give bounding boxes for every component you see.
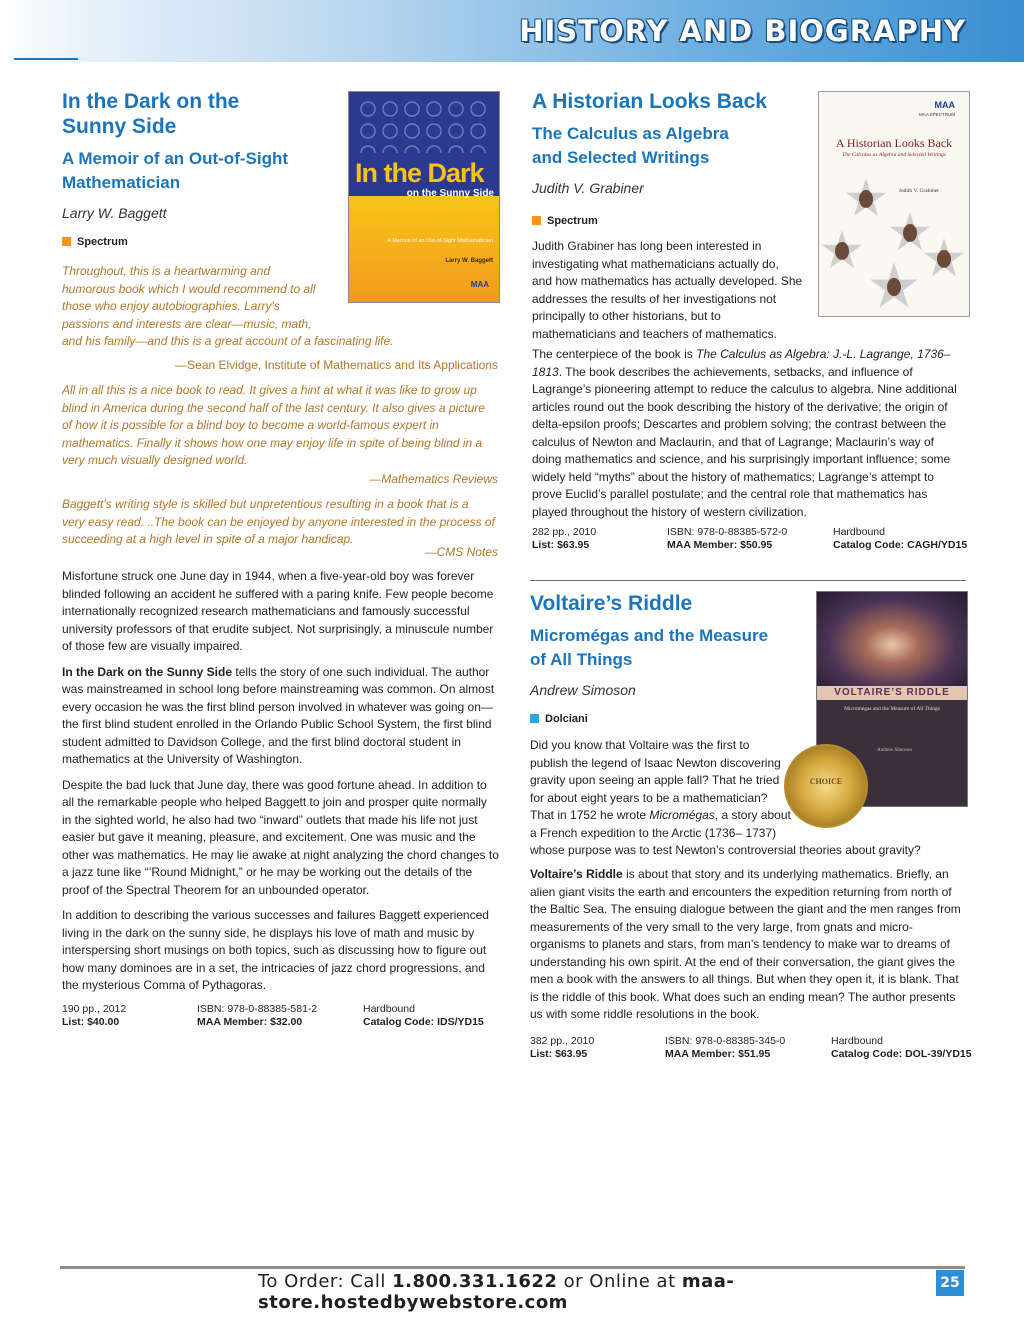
intro-line: for about eight years to be a mathematician?: [530, 790, 768, 805]
book-title-italic: The Calculus as Algebra: J.-L. Lagrange, 1736–1813: [532, 347, 951, 379]
quote-line: of how it is possible for a blind boy to become a world-famous expert in: [62, 418, 439, 432]
book1-pages-price: [62, 1003, 126, 1029]
book1-title-line1: In the Dark on the: [62, 90, 240, 113]
cover-artwork: [817, 592, 967, 688]
order-info: [258, 1271, 1024, 1313]
intro-text: That in 1752 he wrote: [530, 808, 650, 822]
portrait-star-icon: [869, 262, 919, 312]
intro-line: addresses the results of her investigations not: [532, 291, 777, 306]
book1-isbn-member: [197, 1003, 317, 1029]
book3-author: Andrew Simoson: [530, 682, 636, 698]
intro-line: [530, 807, 960, 825]
book2-isbn-member: [667, 526, 787, 552]
order-url-link[interactable]: maa-store.hostedbywebstore.com: [258, 1271, 735, 1313]
order-phone[interactable]: 1.800.331.1622: [392, 1271, 558, 1292]
book2-member-price: MAA Member: $50.95: [667, 539, 773, 551]
book1-quote-1-attribution: —Sean Elvidge, Institute of Mathematics and Its Applications: [175, 358, 498, 372]
paragraph-text: Misfortune struck one June day in 1944, when a five-year-old boy was forever blinded following an accident he suffered with a paring knife. Few people become internationally recognized research mathematicians and famously successful university professors of that erudite subject. Not surprisingly, a minuscule number of those few are visually impaired.: [62, 569, 494, 653]
book1-paragraph-1: [62, 568, 499, 656]
intro-text: , a story about: [714, 808, 791, 822]
book3-isbn: ISBN: 978-0-88385-345-0: [665, 1035, 786, 1047]
order-prefix: To Order: Call: [258, 1271, 393, 1292]
section-title: HISTORY AND BIOGRAPHY: [519, 14, 966, 48]
book3-description: [530, 866, 964, 1024]
paragraph-text: In addition to describing the various successes and failures Baggett experienced living in the dark on the sunny side, he displays his love of math and music by interspersing short musings on both topics, such as discussing how to figure out how many dominoes are in a set, the intricacies of jazz chord progressions, and the mysterious Comma of Pythagoras.: [62, 908, 489, 992]
book-title-bold: Voltaire’s Riddle: [530, 867, 623, 881]
book1-paragraph-4: [62, 907, 499, 995]
cover-tagline: A Memoir of an Out-of-Sight Mathematician: [387, 238, 493, 244]
cover-series: MAA SPECTRUM: [918, 112, 955, 117]
book2-catalog-code: Catalog Code: CAGH/YD15: [833, 539, 968, 551]
book3-subtitle-line1: Micromégas and the Measure: [530, 626, 769, 645]
maa-logo: MAA: [470, 280, 489, 289]
intro-line: Did you know that Voltaire was the first to: [530, 738, 750, 752]
series-marker-icon: [530, 714, 539, 723]
book1-pages: 190 pp., 2012: [62, 1003, 127, 1015]
book-title-bold: In the Dark on the Sunny Side: [62, 664, 233, 679]
portrait-star-icon: [889, 212, 931, 254]
book1-description: [62, 568, 499, 1003]
book3-series: [530, 713, 588, 725]
intro-line: a French expedition to the Arctic (1736– 1737): [530, 825, 777, 840]
book1-title-line2: Sunny Side: [62, 115, 177, 138]
braille-dots-pattern: [357, 98, 491, 153]
book1-binding-catalog: [363, 1003, 484, 1029]
book1-catalog-code: Catalog Code: IDS/YD15: [363, 1016, 484, 1028]
book3-intro: [530, 737, 960, 860]
paragraph-text: is about that story and its underlying mathematics. Briefly, an alien giant visits the earth and encounters the expedition returning from north of the Baltic Sea. The ensuing dialogue between the giant and the men ranges from measurements of the very small to the very large, from gnats and micro-organisms to planets and stars, from man’s tendency to make war to dreams of understanding his own spirit. At the end of their conversation, the giant gives the men a book with the answers to all things. But when they open it, it is blank. That is the riddle of this book. What does such an ending mean? The author presents us with some riddle resolutions in the book.: [530, 867, 961, 1021]
quote-line: humorous book which I would recommend to all: [62, 281, 316, 296]
portrait-star-icon: [821, 230, 863, 272]
cover-title: In the Dark: [355, 158, 484, 188]
intro-line: gravity upon seeing an apple fall? That he tried: [530, 773, 780, 787]
book2-description: [532, 346, 964, 521]
seal-label: CHOICE: [809, 777, 843, 786]
book1-quote-2: [62, 382, 502, 470]
quote-line: succeeding at a high level in spite of a major handicap.: [62, 532, 354, 546]
book1-paragraph-3: [62, 777, 499, 900]
book1-quote-1: [62, 263, 402, 351]
book2-series-label: Spectrum: [547, 215, 598, 227]
book3-isbn-member: [665, 1035, 785, 1061]
book2-series: [532, 215, 598, 227]
cover-subtitle: on the Sunny Side: [406, 188, 494, 199]
maa-logo: MAA: [934, 100, 955, 110]
book2-binding-catalog: [833, 526, 967, 552]
series-marker-icon: [62, 237, 71, 246]
book3-title: Voltaire’s Riddle: [530, 592, 693, 615]
book3-list-price: List: $63.95: [530, 1048, 588, 1060]
header-accent-line: [14, 58, 78, 60]
book1-series-label: Spectrum: [77, 236, 128, 248]
intro-line: principally to other historians, but to: [532, 309, 721, 323]
paragraph-text: tells the story of one such individual. The author was mainstreamed in school long before mainstreaming was common. On almost every occasion he was the first blind person involved in whatever was going on—the first blind student enrolled in the Orlando Public School System, the first blind student admitted to Davidson College, and the first blind doctoral student in mathematics at the University of Washington.: [62, 664, 495, 766]
quote-line: very much visually designed world.: [62, 453, 248, 467]
book1-title: [62, 89, 239, 139]
book3-series-label: Dolciani: [545, 713, 588, 725]
quote-line: Baggett's writing style is skilled but unpretentious resulting in a book that is a: [62, 497, 469, 511]
order-middle: or Online at: [557, 1271, 682, 1292]
paragraph-text: The centerpiece of the book is: [532, 347, 697, 361]
book2-list-price: List: $63.95: [532, 539, 590, 551]
book1-subtitle-line2: Mathematician: [62, 173, 181, 192]
book2-pages: 282 pp., 2010: [532, 526, 597, 538]
quote-line: and his family—and this is a great account of a fascinating life.: [62, 334, 394, 348]
book1-subtitle-line1: A Memoir of an Out-of-Sight: [62, 149, 289, 168]
book-title-italic: Micromégas: [649, 808, 715, 822]
series-marker-icon: [532, 216, 541, 225]
quote-line: very easy read. ..The book can be enjoyed by anyone interested in the process of: [62, 514, 495, 529]
cover-author: Judith V. Grabiner: [898, 188, 939, 194]
book1-paragraph-2: [62, 664, 499, 769]
book3-member-price: MAA Member: $51.95: [665, 1048, 771, 1060]
book1-quote-3: [62, 496, 502, 549]
book1-member-price: MAA Member: $32.00: [197, 1016, 303, 1028]
book1-quote-3-attribution: —CMS Notes: [424, 545, 498, 559]
book1-series: [62, 236, 128, 248]
quote-line: blind in America during the second half of the last century. It also gives a picture: [62, 400, 485, 415]
intro-line: and how mathematics has actually developed. She: [532, 274, 803, 288]
intro-line: Judith Grabiner has long been interested in: [532, 239, 762, 253]
book2-title: A Historian Looks Back: [532, 90, 767, 113]
book1-list-price: List: $40.00: [62, 1016, 120, 1028]
book2-cover-image[interactable]: [818, 91, 970, 317]
book3-subtitle: [530, 624, 768, 672]
book3-binding-catalog: [831, 1035, 972, 1061]
quote-line: mathematics. Finally it shows how one may enjoy life in spite of being blind in a: [62, 435, 483, 450]
cover-author: Andrew Simoson: [877, 748, 912, 753]
cover-author: Larry W. Baggett: [445, 258, 493, 264]
intro-line: whose purpose was to test Newton’s controversial theories about gravity?: [530, 843, 921, 857]
book2-subtitle-line2: and Selected Writings: [532, 148, 710, 167]
portrait-star-icon: [845, 178, 887, 220]
book2-subtitle-line1: The Calculus as Algebra: [532, 124, 729, 143]
section-divider: [530, 580, 966, 581]
page-number: 25: [936, 1270, 964, 1296]
quote-line: passions and interests are clear—music, math,: [62, 316, 312, 331]
intro-line: investigating what mathematicians actually do,: [532, 256, 779, 271]
book3-pages-price: [530, 1035, 594, 1061]
paragraph-text: . The book describes the achievements, setbacks, and influence of Lagrange’s pioneering attempt to reduce the calculus to algebra. Nine additional articles round out the book describing the history of the derivative; the origin of delta-epsilon proofs; Descartes and problem solving; the contrast between the calculus of Newton and Maclaurin, and that of Lagrange; Maclaurin’s way of doing mathematics and science, and his surprisingly important influence; some widely held “myths” about the history of mathematics; Lagrange’s attempt to prove Euclid’s parallel postulate; and the central role that mathematics has played throughout the history of western civilization.: [532, 364, 957, 519]
book1-quote-2-attribution: —Mathematics Reviews: [369, 472, 498, 486]
cover-subtitle: Micromégas and the Measure of All Things: [844, 706, 940, 712]
book2-isbn: ISBN: 978-0-88385-572-0: [667, 526, 788, 538]
quote-line: All in all this is a nice book to read. It gives a hint at what it was like to grow up: [62, 383, 477, 397]
book3-binding: Hardbound: [831, 1035, 883, 1047]
book1-author: Larry W. Baggett: [62, 205, 167, 221]
book1-binding: Hardbound: [363, 1003, 415, 1015]
quote-line: Throughout, this is a heartwarming and: [62, 264, 271, 278]
book3-catalog-code: Catalog Code: DOL-39/YD15: [831, 1048, 972, 1060]
cover-title: A Historian Looks Back: [835, 136, 953, 150]
book1-subtitle: [62, 147, 288, 195]
book2-subtitle: [532, 122, 729, 170]
intro-line: publish the legend of Isaac Newton discovering: [530, 755, 781, 770]
quote-line: those who enjoy autobiographies. Larry's: [62, 299, 280, 313]
book2-intro: [532, 238, 812, 343]
book1-isbn: ISBN: 978-0-88385-581-2: [197, 1003, 318, 1015]
paragraph-text: Despite the bad luck that June day, there was good fortune ahead. In addition to all the remarkable people who helped Baggett to join and prosper quite normally in the sighted world, he also had two “inward” outlets that made his life not just easier but gave it meaning, pleasure, and excitement. One was music and the other was mathematics. He may lie awake at night analyzing the chord changes to a jazz tune like “’Round Midnight,” or he may be working out the details of the proof of the Spectral Theorem for an unbounded operator.: [62, 777, 499, 897]
book2-binding: Hardbound: [833, 526, 885, 538]
book3-subtitle-line2: of All Things: [530, 650, 633, 669]
footer-rule: [60, 1266, 965, 1269]
book2-pages-price: [532, 526, 596, 552]
book2-author: Judith V. Grabiner: [532, 180, 644, 196]
cover-title: VOLTAIRE’S RIDDLE: [817, 686, 967, 700]
portrait-star-icon: [923, 238, 965, 280]
intro-line: mathematicians and teachers of mathematics.: [532, 326, 777, 341]
book3-pages: 382 pp., 2010: [530, 1035, 595, 1047]
cover-subtitle: The Calculus as Algebra and Selected Writings: [842, 152, 946, 158]
